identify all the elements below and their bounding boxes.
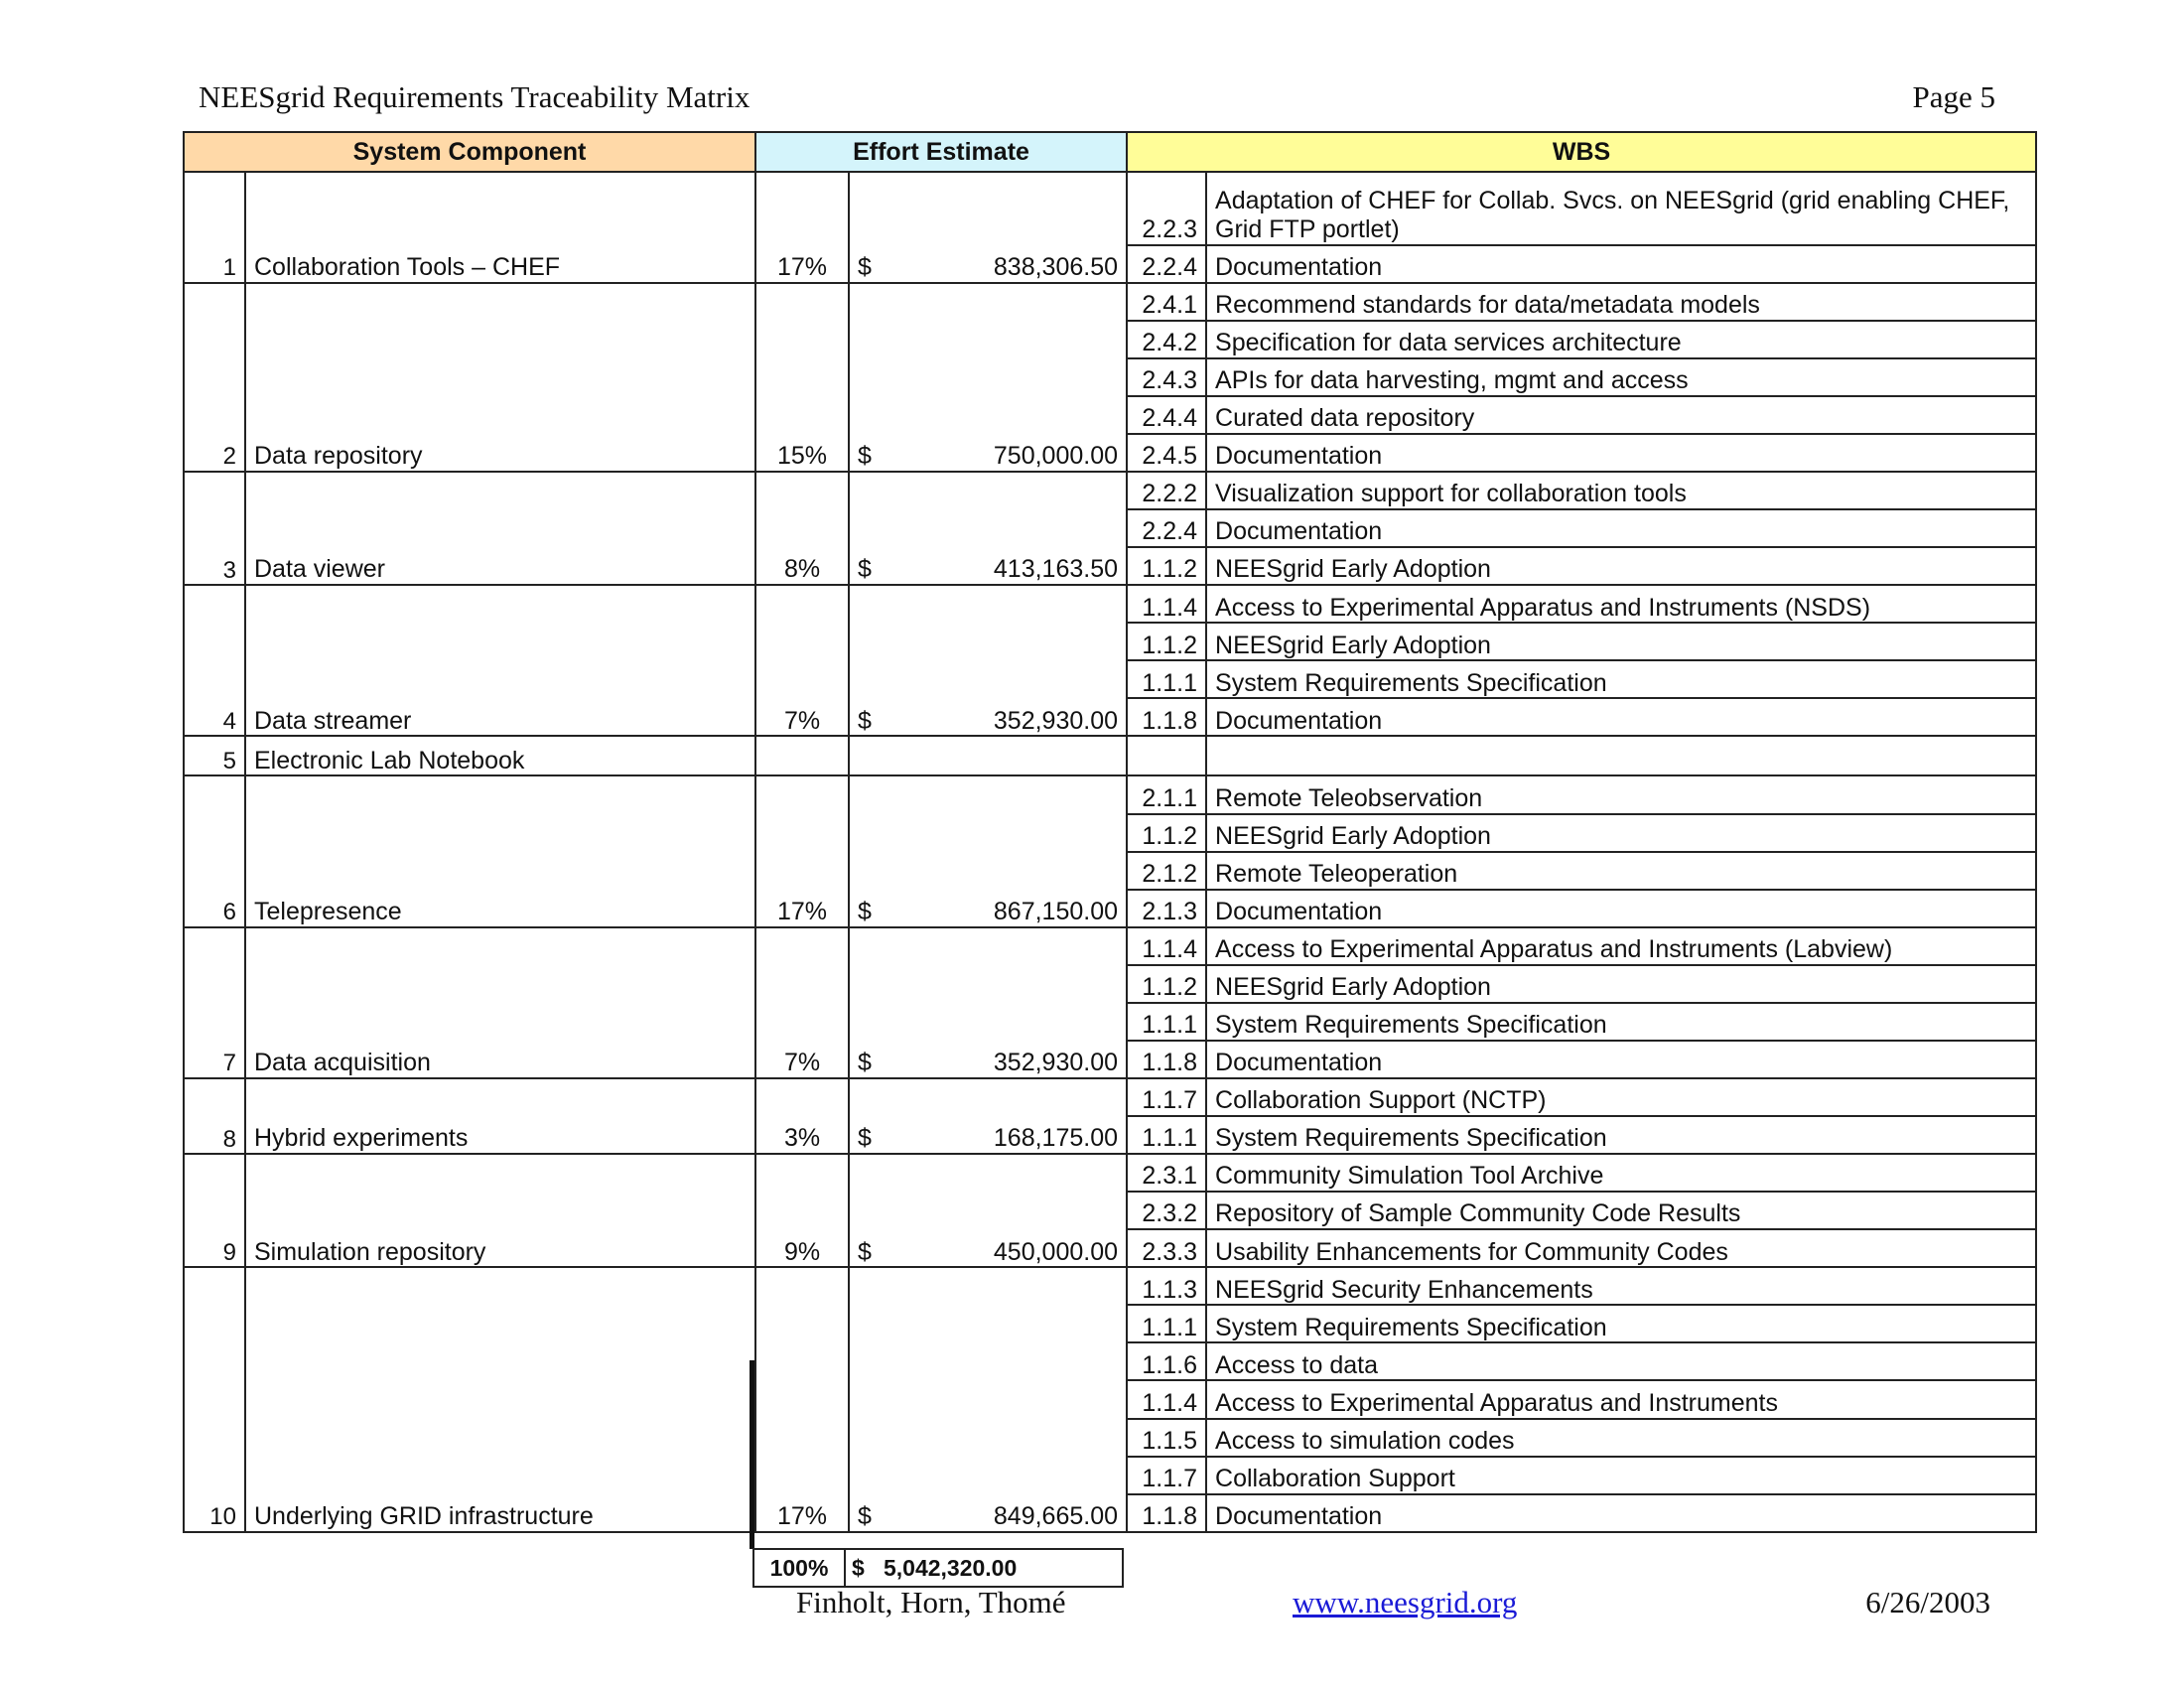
effort-percent: 7% [755, 585, 849, 736]
table-row [184, 172, 2036, 245]
cost-amount: 450,000.00 [993, 1237, 1119, 1266]
wbs-code: 1.1.6 [1127, 1342, 1206, 1380]
wbs-description: APIs for data harvesting, mgmt and access [1206, 358, 2036, 396]
wbs-code: 1.1.8 [1127, 1041, 1206, 1078]
dollar-sign: $ [858, 897, 872, 925]
cost-amount: 352,930.00 [993, 1049, 1119, 1077]
dollar-sign: $ [858, 1049, 872, 1077]
wbs-code: 2.2.4 [1127, 245, 1206, 283]
component-number: 9 [184, 1154, 245, 1267]
wbs-code: 1.1.5 [1127, 1419, 1206, 1457]
component-name: Data viewer [245, 472, 755, 585]
effort-cost [849, 1267, 1127, 1532]
effort-cost [849, 283, 1127, 472]
wbs-description: Curated data repository [1206, 396, 2036, 434]
wbs-description: Access to data [1206, 1342, 2036, 1380]
wbs-code: 1.1.1 [1127, 1003, 1206, 1041]
totals-row [753, 1549, 1123, 1587]
page-title: NEESgrid Requirements Traceability Matrix [199, 79, 751, 114]
header-wbs: WBS [1127, 132, 2036, 172]
wbs-code: 1.1.7 [1127, 1078, 1206, 1116]
effort-percent: 8% [755, 472, 849, 585]
wbs-code: 1.1.3 [1127, 1267, 1206, 1305]
cost-amount: 352,930.00 [993, 706, 1119, 735]
effort-percent: 15% [755, 283, 849, 472]
effort-cost [849, 927, 1127, 1078]
wbs-description: Collaboration Support (NCTP) [1206, 1078, 2036, 1116]
component-number: 7 [184, 927, 245, 1078]
dollar-sign: $ [858, 442, 872, 471]
effort-percent: 17% [755, 775, 849, 926]
wbs-code: 2.4.2 [1127, 321, 1206, 358]
component-name: Telepresence [245, 775, 755, 926]
effort-cost [849, 1078, 1127, 1154]
effort-cost [849, 736, 1127, 775]
effort-percent: 17% [755, 1267, 849, 1532]
footer-link[interactable]: www.neesgrid.org [1293, 1585, 1518, 1619]
matrix-body [184, 172, 2036, 1532]
wbs-code: 1.1.2 [1127, 623, 1206, 660]
wbs-code: 1.1.4 [1127, 1380, 1206, 1418]
effort-percent: 7% [755, 927, 849, 1078]
wbs-code: 2.4.1 [1127, 283, 1206, 321]
wbs-description: Documentation [1206, 1041, 2036, 1078]
wbs-description: Collaboration Support [1206, 1457, 2036, 1494]
wbs-description: Community Simulation Tool Archive [1206, 1154, 2036, 1192]
wbs-code: 2.1.3 [1127, 890, 1206, 927]
component-name: Electronic Lab Notebook [245, 736, 755, 775]
total-percent: 100% [753, 1549, 845, 1587]
wbs-description: Documentation [1206, 890, 2036, 927]
wbs-code: 2.3.3 [1127, 1229, 1206, 1267]
wbs-code: 1.1.8 [1127, 698, 1206, 736]
component-name: Hybrid experiments [245, 1078, 755, 1154]
wbs-description: Remote Teleoperation [1206, 852, 2036, 890]
wbs-code: 2.4.5 [1127, 434, 1206, 472]
wbs-description: Documentation [1206, 698, 2036, 736]
wbs-description: System Requirements Specification [1206, 660, 2036, 698]
wbs-code: 2.3.1 [1127, 1154, 1206, 1192]
table-row [184, 1154, 2036, 1192]
effort-percent [755, 736, 849, 775]
component-name: Underlying GRID infrastructure [245, 1267, 755, 1532]
wbs-code: 1.1.2 [1127, 547, 1206, 585]
cost-amount: 168,175.00 [993, 1124, 1119, 1153]
effort-percent: 17% [755, 172, 849, 283]
component-number: 3 [184, 472, 245, 585]
wbs-description: Documentation [1206, 509, 2036, 547]
wbs-description: Adaptation of CHEF for Collab. Svcs. on NEESgrid (grid enabling CHEF, Grid FTP portlet) [1206, 172, 2036, 245]
wbs-description: Remote Teleobservation [1206, 775, 2036, 813]
wbs-code: 2.2.3 [1127, 172, 1206, 245]
component-number: 10 [184, 1267, 245, 1532]
wbs-description: NEESgrid Early Adoption [1206, 814, 2036, 852]
wbs-code: 1.1.1 [1127, 1305, 1206, 1342]
table-row [184, 927, 2036, 965]
dollar-sign: $ [858, 1502, 872, 1531]
component-number: 4 [184, 585, 245, 736]
wbs-code: 2.3.2 [1127, 1192, 1206, 1229]
component-number: 6 [184, 775, 245, 926]
table-row [184, 1078, 2036, 1116]
wbs-description: Access to simulation codes [1206, 1419, 2036, 1457]
wbs-description: NEESgrid Security Enhancements [1206, 1267, 2036, 1305]
wbs-description: Access to Experimental Apparatus and Instruments (Labview) [1206, 927, 2036, 965]
wbs-description: Documentation [1206, 434, 2036, 472]
header-system-component: System Component [184, 132, 755, 172]
wbs-description: Recommend standards for data/metadata models [1206, 283, 2036, 321]
effort-cost [849, 585, 1127, 736]
dollar-sign: $ [858, 706, 872, 735]
wbs-code: 1.1.2 [1127, 965, 1206, 1003]
wbs-description: NEESgrid Early Adoption [1206, 547, 2036, 585]
total-cost [845, 1549, 1123, 1587]
table-row [184, 736, 2036, 775]
component-number: 8 [184, 1078, 245, 1154]
effort-cost [849, 472, 1127, 585]
wbs-code: 2.2.2 [1127, 472, 1206, 509]
wbs-description: NEESgrid Early Adoption [1206, 623, 2036, 660]
effort-percent: 9% [755, 1154, 849, 1267]
total-dollar-sign: $ [852, 1554, 865, 1581]
dollar-sign: $ [858, 1237, 872, 1266]
wbs-code: 2.1.1 [1127, 775, 1206, 813]
wbs-description: System Requirements Specification [1206, 1003, 2036, 1041]
effort-cost [849, 172, 1127, 283]
cost-amount: 849,665.00 [993, 1502, 1119, 1531]
wbs-description: Visualization support for collaboration tools [1206, 472, 2036, 509]
cost-amount: 750,000.00 [993, 442, 1119, 471]
footer-date: 6/26/2003 [1865, 1585, 1990, 1619]
table-header-row [184, 132, 2036, 172]
effort-cost [849, 775, 1127, 926]
table-row [184, 585, 2036, 623]
component-name: Data repository [245, 283, 755, 472]
wbs-description: System Requirements Specification [1206, 1305, 2036, 1342]
wbs-code: 1.1.1 [1127, 660, 1206, 698]
cost-amount: 838,306.50 [993, 252, 1119, 281]
table-row [184, 283, 2036, 321]
table-row [184, 472, 2036, 509]
wbs-description: Access to Experimental Apparatus and Instruments (NSDS) [1206, 585, 2036, 623]
component-name: Simulation repository [245, 1154, 755, 1267]
wbs-code: 1.1.2 [1127, 814, 1206, 852]
cost-amount: 413,163.50 [993, 555, 1119, 584]
component-number: 5 [184, 736, 245, 775]
table-row [184, 775, 2036, 813]
totals-table [752, 1548, 1124, 1588]
effort-percent: 3% [755, 1078, 849, 1154]
component-number: 1 [184, 172, 245, 283]
wbs-description: NEESgrid Early Adoption [1206, 965, 2036, 1003]
effort-cost [849, 1154, 1127, 1267]
wbs-description: Documentation [1206, 1494, 2036, 1532]
wbs-code: 2.2.4 [1127, 509, 1206, 547]
wbs-description: Access to Experimental Apparatus and Instruments [1206, 1380, 2036, 1418]
component-name: Data streamer [245, 585, 755, 736]
wbs-code: 1.1.1 [1127, 1116, 1206, 1154]
table-row [184, 1267, 2036, 1305]
page-number: Page 5 [1912, 79, 1995, 114]
wbs-code: 1.1.8 [1127, 1494, 1206, 1532]
component-name: Collaboration Tools – CHEF [245, 172, 755, 283]
component-name: Data acquisition [245, 927, 755, 1078]
wbs-description: Repository of Sample Community Code Results [1206, 1192, 2036, 1229]
component-number: 2 [184, 283, 245, 472]
wbs-code [1127, 736, 1206, 775]
dollar-sign: $ [858, 252, 872, 281]
cost-amount: 867,150.00 [993, 897, 1119, 925]
footer-authors: Finholt, Horn, Thomé [796, 1585, 1066, 1619]
column-divider [750, 1360, 754, 1549]
wbs-code: 2.4.3 [1127, 358, 1206, 396]
traceability-matrix-table [183, 131, 2037, 1533]
dollar-sign: $ [858, 555, 872, 584]
wbs-description: System Requirements Specification [1206, 1116, 2036, 1154]
dollar-sign: $ [858, 1124, 872, 1153]
wbs-code: 2.1.2 [1127, 852, 1206, 890]
wbs-code: 1.1.4 [1127, 585, 1206, 623]
wbs-code: 1.1.4 [1127, 927, 1206, 965]
wbs-code: 2.4.4 [1127, 396, 1206, 434]
header-effort-estimate: Effort Estimate [755, 132, 1127, 172]
wbs-description [1206, 736, 2036, 775]
total-amount: 5,042,320.00 [883, 1554, 1018, 1581]
wbs-description: Specification for data services architecture [1206, 321, 2036, 358]
wbs-code: 1.1.7 [1127, 1457, 1206, 1494]
wbs-description: Documentation [1206, 245, 2036, 283]
wbs-description: Usability Enhancements for Community Codes [1206, 1229, 2036, 1267]
